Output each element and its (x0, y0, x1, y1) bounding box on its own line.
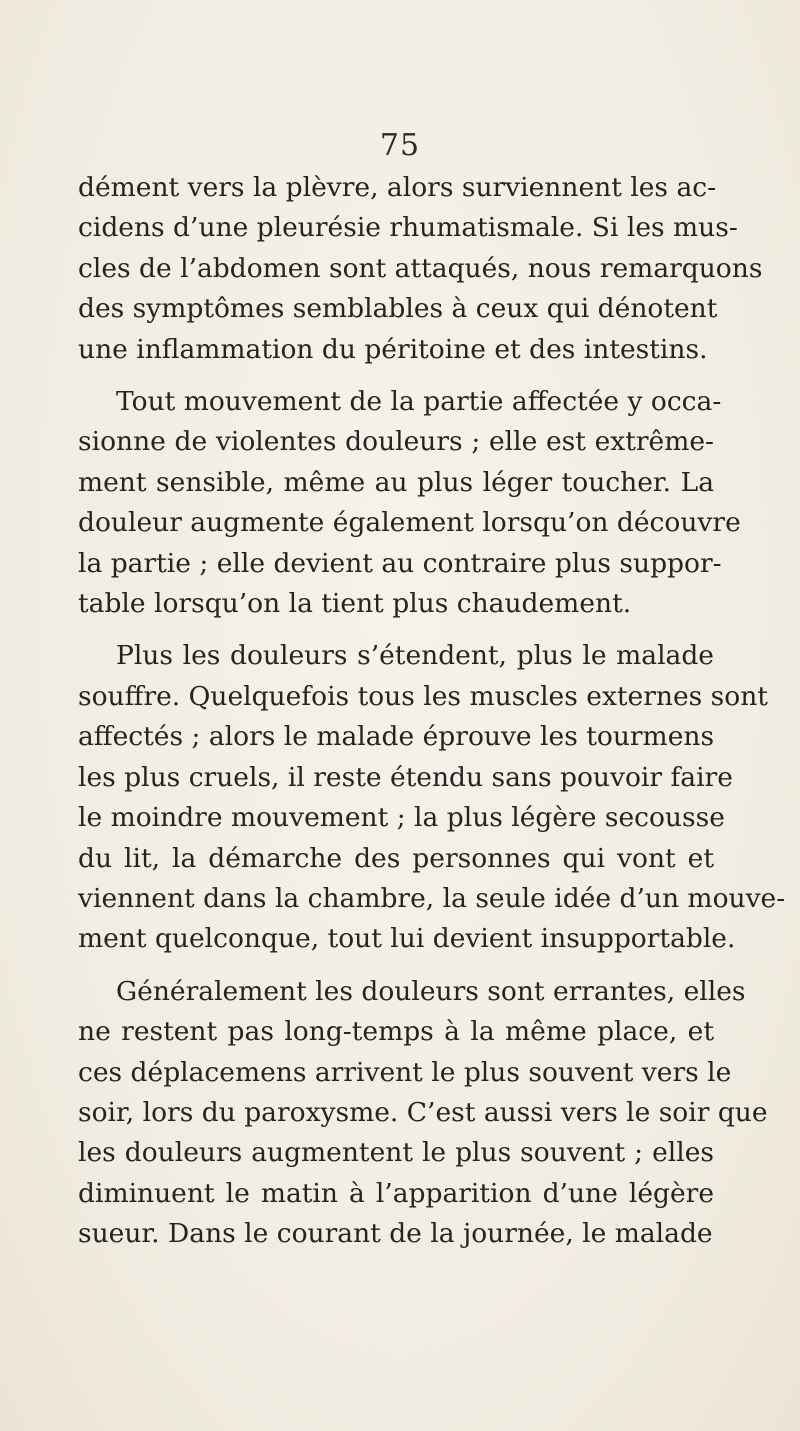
text-line: dément vers la plèvre, alors surviennent les ac- (78, 172, 717, 203)
text-line: ne restent pas long-temps à la même place, et (78, 1016, 714, 1048)
text-line: ment sensible, même au plus léger toucher. La (78, 466, 714, 498)
page-number: 75 (379, 128, 421, 163)
text-line: table lorsqu’on la tient plus chaudement. (78, 588, 632, 620)
text-line: soir, lors du paroxysme. C’est aussi vers le soir que (78, 1096, 768, 1128)
text-line: ces déplacemens arrivent le plus souvent vers le (78, 1056, 732, 1088)
text-line: Généralement les douleurs sont errantes, elles (116, 975, 746, 1007)
text-line: la partie ; elle devient au contraire plus suppor- (78, 547, 722, 579)
text-line: affectés ; alors le malade éprouve les tourmens (78, 721, 715, 753)
body-text (78, 168, 786, 1255)
text-line: cles de l’abdomen sont attaqués, nous remarquons (78, 252, 763, 284)
text-line: sueur. Dans le courant de la journée, le malade (78, 1218, 713, 1250)
text-line: sionne de violentes douleurs ; elle est extrême- (78, 426, 714, 458)
text-line: des symptômes semblables à ceux qui dénotent (78, 293, 718, 325)
text-line: Plus les douleurs s’étendent, plus le malade (116, 640, 714, 672)
paragraph (78, 972, 768, 1255)
text-line: une inflammation du péritoine et des intestins. (78, 333, 708, 365)
text-line: le moindre mouvement ; la plus légère secousse (78, 802, 725, 834)
paragraph (78, 636, 786, 959)
text-line: viennent dans la chambre, la seule idée d’un mouve- (78, 882, 786, 914)
text-line: diminuent le matin à l’apparition d’une légère (78, 1177, 714, 1209)
text-line: Tout mouvement de la partie affectée y occa- (116, 386, 722, 418)
paragraph (78, 168, 763, 370)
text-line: ment quelconque, tout lui devient insupportable. (78, 923, 736, 955)
text-line: les plus cruels, il reste étendu sans pouvoir faire (78, 761, 733, 793)
paragraph (78, 382, 741, 624)
text-line: du lit, la démarche des personnes qui vont et (78, 842, 714, 874)
text-line: les douleurs augmentent le plus souvent ; elles (78, 1137, 714, 1169)
text-line: douleur augmente également lorsqu’on découvre (78, 507, 741, 539)
text-line: souffre. Quelquefois tous les muscles externes sont (78, 680, 768, 712)
text-line: cidens d’une pleurésie rhumatismale. Si les mus- (78, 212, 738, 244)
